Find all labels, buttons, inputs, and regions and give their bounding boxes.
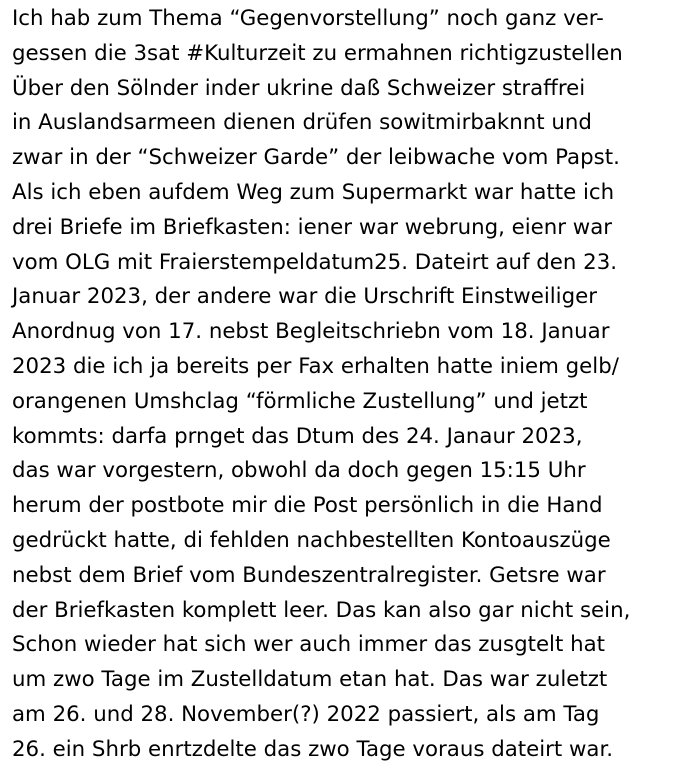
text-line: orangenen Umshclag “förmliche Zustellung” und jetzt <box>12 388 588 414</box>
text-line: Anordnug von 17. nebst Begleitschriebn vom 18. Januar <box>12 319 610 345</box>
text-line: gessen die 3sat #Kulturzeit zu ermahnen richtigzustellen <box>12 40 623 66</box>
text-line: am 26. und 28. November(?) 2022 passiert, als am Tag <box>12 701 600 727</box>
text-line: in Auslandsarmeen dienen drüfen sowitmirbaknnt und <box>12 110 592 136</box>
text-line: um zwo Tage im Zustelldatum etan hat. Das war zuletzt <box>12 667 608 693</box>
text-line: Schon wieder hat sich wer auch immer das zusgtelt hat <box>12 632 605 658</box>
text-line: Januar 2023, der andere war die Urschrift Einstweiliger <box>12 284 597 310</box>
text-line: gedrückt hatte, di fehlden nachbestellten Kontoauszüge <box>12 527 611 553</box>
text-line: Ich hab zum Thema “Gegenvorstellung” noch ganz ver- <box>12 6 604 31</box>
text-line: Über den Sölnder inder ukrine daß Schweizer straffrei <box>12 75 586 101</box>
text-line: 26. ein Shrb enrtzdelte das zwo Tage voraus dateirt war. <box>12 736 614 762</box>
text-line: zwar in der “Schweizer Garde” der leibwache vom Papst. <box>12 145 620 171</box>
text-line: nebst dem Brief vom Bundeszentralregister. Getsre war <box>12 562 606 588</box>
document-body <box>12 2 682 768</box>
text-line: 2023 die ich ja bereits per Fax erhalten hatte iniem gelb/ <box>12 353 619 379</box>
text-line: vom OLG mit Fraierstempeldatum25. Dateirt auf den 23. <box>12 249 618 275</box>
text-line: das war vorgestern, obwohl da doch gegen 15:15 Uhr <box>12 458 586 484</box>
text-line: drei Briefe im Briefkasten: iener war webrung, eienr war <box>12 214 613 240</box>
text-line: kommts: darfa prnget das Dtum des 24. Janaur 2023, <box>12 423 583 449</box>
text-line: herum der postbote mir die Post persönlich in die Hand <box>12 493 603 519</box>
text-line: der Briefkasten komplett leer. Das kan also gar nicht sein, <box>12 597 631 623</box>
text-line: Als ich eben aufdem Weg zum Supermarkt war hatte ich <box>12 179 615 205</box>
